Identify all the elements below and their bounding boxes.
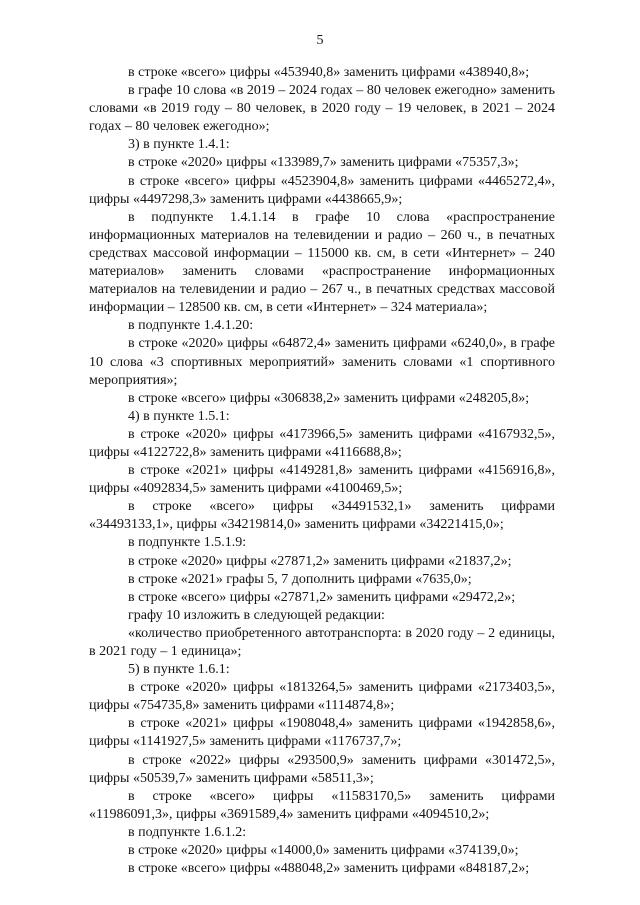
paragraph: 3) в пункте 1.4.1: xyxy=(128,137,230,153)
paragraph: в строке «2021» цифры «1908048,4» заменить цифрами «1942858,6», цифры «1141927,5» заменить цифрами «1176737,7»; xyxy=(89,716,555,750)
paragraph: в подпункте 1.5.1.9: xyxy=(128,535,247,551)
paragraph: в строке «2020» цифры «133989,7» заменить цифрами «75357,3»; xyxy=(128,155,519,171)
paragraph: в графе 10 слова «в 2019 – 2024 годах – 80 человек ежегодно» заменить словами «в 2019 году – 80 человек, в 2020 году – 19 человек, в 2021 – 2024 годах – 80 человек ежегодно»; xyxy=(89,83,555,135)
paragraph: «количество приобретенного автотранспорта: в 2020 году – 2 единицы, в 2021 году – 1 единица»; xyxy=(89,625,555,659)
page-number: 5 xyxy=(316,33,324,48)
paragraph: в строке «2021» графы 5, 7 дополнить цифрами «7635,0»; xyxy=(128,571,472,587)
paragraph: в строке «2020» цифры «4173966,5» заменить цифрами «4167932,5», цифры «4122722,8» заменить цифрами «4116688,8»; xyxy=(89,426,555,460)
paragraph: в строке «всего» цифры «27871,2» заменить цифрами «29472,2»; xyxy=(128,589,516,605)
paragraph: в строке «всего» цифры «34491532,1» заменить цифрами «34493133,1», цифры «34219814,0» заменить цифрами «34221415,0»; xyxy=(89,499,555,533)
paragraph: в строке «2020» цифры «64872,4» заменить цифрами «6240,0», в графе 10 слова «3 спортивных мероприятий» заменить словами «1 спортивного мероприятия»; xyxy=(89,336,555,388)
paragraph: в строке «всего» цифры «11583170,5» заменить цифрами «11986091,3», цифры «3691589,4» заменить цифрами «4094510,2»; xyxy=(89,788,555,822)
paragraph: графу 10 изложить в следующей редакции: xyxy=(128,607,385,623)
paragraph: в подпункте 1.4.1.14 в графе 10 слова «распространение информационных материалов на телевидении и радио – 260 ч., в печатных средствах массовой информации – 115000 кв. см, в сети «Интернет» – 240 материалов» заменить словами «распространение информационных материалов на телевидении и радио – 267 ч., в печатных средствах массовой информации – 128500 кв. см, в сети «Интернет» – 324 материала»; xyxy=(89,209,555,316)
paragraph: 5) в пункте 1.6.1: xyxy=(128,662,230,678)
paragraph: в строке «всего» цифры «488048,2» заменить цифрами «848187,2»; xyxy=(128,861,530,877)
paragraph: в строке «всего» цифры «453940,8» заменить цифрами «438940,8»; xyxy=(128,65,530,80)
paragraph: в строке «2020» цифры «27871,2» заменить цифрами «21837,2»; xyxy=(128,553,512,569)
paragraph: 4) в пункте 1.5.1: xyxy=(128,408,230,424)
paragraph: в строке «2020» цифры «14000,0» заменить цифрами «374139,0»; xyxy=(128,843,519,859)
paragraph: в подпункте 1.4.1.20: xyxy=(128,318,254,334)
paragraph: в строке «2021» цифры «4149281,8» заменить цифрами «4156916,8», цифры «4092834,5» заменить цифрами «4100469,5»; xyxy=(89,463,555,497)
paragraph: в строке «всего» цифры «4523904,8» заменить цифрами «4465272,4», цифры «4497298,3» заменить цифрами «4438665,9»; xyxy=(89,173,555,207)
paragraph: в строке «2022» цифры «293500,9» заменить цифрами «301472,5», цифры «50539,7» заменить цифрами «58511,3»; xyxy=(89,752,555,786)
document-body xyxy=(89,64,555,878)
paragraph: в подпункте 1.6.1.2: xyxy=(128,824,247,840)
paragraph: в строке «всего» цифры «306838,2» заменить цифрами «248205,8»; xyxy=(128,390,530,406)
paragraph: в строке «2020» цифры «1813264,5» заменить цифрами «2173403,5», цифры «754735,8» заменить цифрами «1114874,8»; xyxy=(89,680,555,714)
